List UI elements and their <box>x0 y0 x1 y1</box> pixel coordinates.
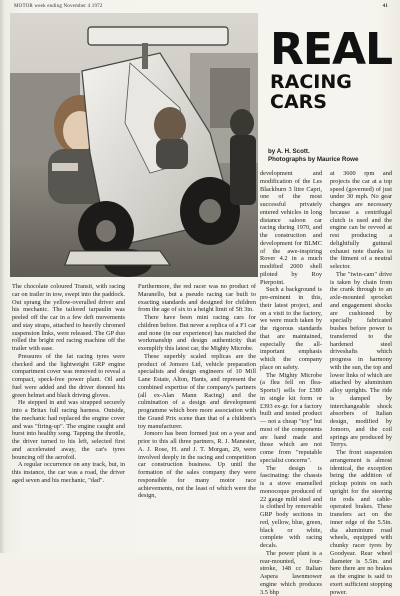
paragraph: There have been mini racing cars for children before. But never a replica of a F1 car and none (in our experience) has matched the workmanship and design authenticity that exemplify this latest car, the Mighty Microbe. <box>138 314 256 352</box>
paragraph: The front suspension arrangement is almost identical, the exception being the addition of pickup points on each upright for the steering tie rods and cable-operated brakes. These transfers act on the inner edge of the 5.5in. dia aluminium road wheels, equipped with chunky racer tyres by Goodyear. Rear wheel diameter is 5.5in. and here there are no brakes as the engine is said to exert sufficient stopping power. <box>330 449 392 596</box>
paragraph: The power plant is a rear-mounted, four-stroke, 148 cc Italian Aspera lawnmower engine which produces 3.5 bhp <box>260 549 322 596</box>
paragraph: Pressures of the fat racing tyres were checked and the lightweight GRP engine compartment cover was removed to reveal a compact, speck-free power plant. Oil and fuel were added and the driver donned his green helmet and black driving gloves. <box>12 352 125 399</box>
spine-shadow <box>0 0 5 553</box>
title-line-real: REAL <box>270 24 393 75</box>
paragraph: Furthermore, the red racer was no product of Maranello, but a pseudo racing car built to exacting standards and designed for children from the age of six to a height limit of 5ft 3in. <box>138 283 256 314</box>
publication-line: MOTOR week ending November 4 1972 <box>14 4 103 9</box>
paragraph: development and modification of the Les Blackburn 3 litre Capri, one of the most successful privately entered vehicles in long distance saloon car racing during 1970, and the construction and development for BLMC of the awe-inspiring Rover 4.2 in a much modified 2000 shell piloted by Roy Pierpoint. <box>260 170 322 286</box>
title-line-cars: CARS <box>270 91 327 113</box>
paragraph: These superbly scaled replicas are the product of Jomoro Ltd, vehicle preparation specialists and design engineers of 10 Mill Lane Estate, Alton, Hants, and represent the combined expertise of the company's partners (all ex-Alan Mann Racing) and the culmination of a design and development programme which bore more association with the Grand Prix scene than that of a children's toy manufacturer. <box>138 352 256 430</box>
byline <box>268 148 392 164</box>
column-4 <box>326 170 392 596</box>
photo-illustration <box>10 13 258 277</box>
column-1 <box>12 283 125 551</box>
paragraph: He stepped in and was strapped securely into a Britax full racing harness. Outside, the mechanic had replaced the engine cover and was "firing-up". The engine caught and burst into healthy song. Tapping the throttle, the driver turned to his left, selected first and accelerated away, the car's tyres bouncing off the aerofoil. <box>12 399 125 461</box>
page-number: 41 <box>382 4 388 9</box>
paragraph: The "twin-cam" drive is taken by chain from the crank through to an axle-mounted sprocket and engagement shocks are cushioned by specially fabricated bushes before power is transferred to the hardened steel driveshafts which progress in harmony with the sun, the top and lower links of which are attached by aluminium alloy uprights. The ride is damped by interchangeable shock absorbers of Italian design, modified by Jomoro, and the coil springs are produced by Terrys. <box>330 270 392 449</box>
right-area <box>260 170 392 596</box>
author-credit: by A. H. Scott. <box>268 148 310 155</box>
column-3 <box>260 170 326 596</box>
title-line-racing: RACING <box>270 71 352 93</box>
paragraph: The Mighty Microbe (a flea fell on flea-Sports!) sells for £380 in single kit form or £393 ex-gr. for a factory built and tested product — not a cheap "toy" but most of the components are hand made and those which are not come from "reputable specialist concerns". <box>260 371 322 464</box>
column-2 <box>138 283 256 551</box>
paragraph: A regular occurrence on any track, but, in this instance, the car was a road, the driver aged seven and his mechanic, "dad". <box>12 461 125 484</box>
racing-car-photo <box>10 13 258 277</box>
running-header <box>8 4 392 13</box>
article-title <box>270 24 394 113</box>
paragraph: The design is fascinating: the chassis is a stove enamelled monocoque produced of 22 gauge mild steel and is clothed by removable GRP body sections in red, yellow, blue, green, black or white, complete with racing decals. <box>260 464 322 549</box>
paragraph: Such a background is pre-eminent in this, their latest project, and on a visit to the factory, we were much taken by the rigorous standards that are maintained, especially the all-important emphasis which the company place on safety. <box>260 286 322 371</box>
paragraph: The chocolate coloured Transit, with racing car on trailer in tow, swept into the paddock. Out sprang the yellow-overalled driver and his mechanic. The tailored tarpaulin was peeled off the car in a few deft movements and stay straps, attached to heavily chromed suspension links, were released. The GP duo rolled the bright red racing machine off the trailer with ease. <box>12 283 125 352</box>
paragraph: at 3600 rpm and projects the car at a top speed (governed) of just under 30 mph. No gear changes are necessary because a centrifugal clutch is used and the engine can be revved at rest producing a delightfully guttural exhaust note thanks to the fitment of a neutral selector. <box>330 170 392 270</box>
photographer-credit: Photographs by Maurice Rowe <box>268 156 359 163</box>
paragraph: Jomoro has been formed just on a year and prior to this all three partners, R. J. Manester, A. J. Rose, H. and J. T. Morgan, 29, were involved deeply in the racing and competition car construction business. Up until the formation of the sales company they were responsible for many motor race achievements, not the least of which were the design, <box>138 430 256 500</box>
